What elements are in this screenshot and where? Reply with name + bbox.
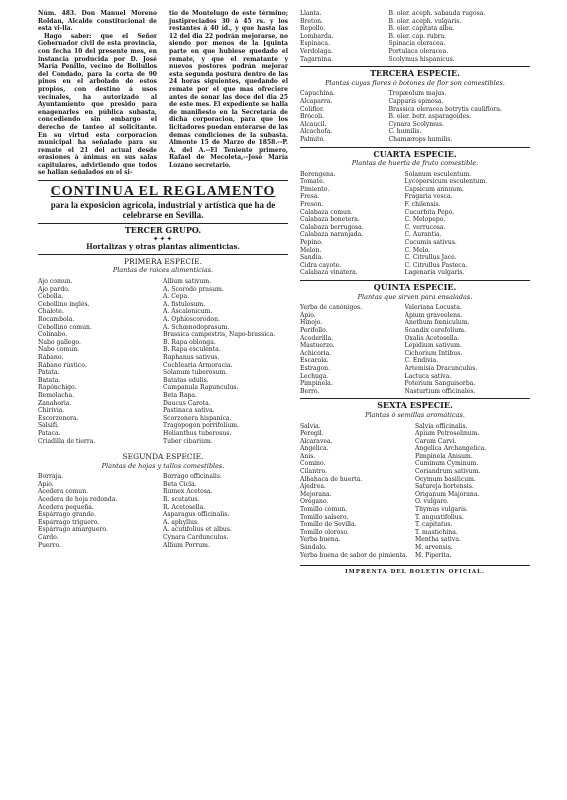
list-item: A. Ophioscorodon. (163, 316, 220, 323)
primera-list (38, 278, 288, 445)
list-item: Espárrago grande. (38, 511, 96, 519)
list-item: Apio. (300, 311, 316, 319)
list-item: B. oler. aceph. sabauda rugosa. (388, 10, 486, 17)
list-item: Rocambola. (38, 316, 75, 323)
quinta-list (300, 304, 530, 395)
list-item: Lepidium sativum. (404, 342, 462, 350)
list-item: M. arvensis. (415, 544, 453, 551)
list-item: Estragon. (300, 364, 331, 372)
list-item: Cebollino comun. (38, 323, 92, 331)
list-item: Fresa. (300, 193, 320, 201)
list-item: Tomate. (300, 178, 325, 186)
quinta-left-column (300, 304, 405, 395)
list-item: Satureja hortensis. (415, 483, 474, 491)
list-item: Cidra cayote. (300, 261, 342, 269)
list-item: Yerba buena. (300, 536, 341, 544)
sexta-left-column (300, 423, 415, 560)
list-item: Tragopogon porrifolium. (163, 422, 239, 430)
list-item: Anethum fœniculum. (404, 319, 470, 327)
list-item: Acedera comun. (38, 488, 89, 496)
list-item: B. Rapa oblonga. (163, 338, 216, 346)
list-item: Lycopersicum esculentum. (404, 178, 488, 186)
list-item: Allium Porrum. (163, 541, 210, 549)
segunda-caption: Plantas de hojas y tallos comestibles. (101, 461, 225, 470)
list-item: Beta Cicla. (163, 480, 197, 488)
segunda-continued-list (300, 10, 530, 63)
list-item: Campanula Rapunculus. (163, 384, 239, 392)
cuarta-right-column (405, 171, 530, 277)
list-item: Apio. (38, 480, 54, 488)
list-item: Cucumis sativus. (404, 239, 457, 247)
list-item: Sandía. (300, 254, 324, 262)
list-item: Raphanus sativus. (163, 353, 220, 361)
segunda-right-column (163, 473, 288, 549)
list-item: Cebolla. (38, 293, 64, 301)
list-item: C. Citrullus Pasteca. (404, 261, 468, 269)
list-item: Hinojo. (300, 319, 323, 327)
list-item: Artemisia Dracunculus. (404, 364, 478, 372)
list-item: Mentha sativa. (415, 536, 461, 544)
list-item: Zanahoria. (38, 399, 72, 407)
announcement-block (38, 10, 288, 177)
list-item: Tomillo comun. (300, 506, 348, 514)
list-item: Brócoli. (300, 113, 324, 121)
list-item: Remolacha. (38, 391, 75, 399)
cuarta-heading: CUARTA ESPECIE. (373, 148, 457, 159)
list-item: Alcaravea. (300, 437, 333, 445)
segunda_cont-right-column (388, 10, 530, 63)
list-item: Apium Petroselinum. (415, 430, 480, 438)
list-item: Cynara Scolymus. (388, 120, 445, 128)
sexta-list (300, 423, 530, 560)
list-item: Ajo comun. (38, 278, 73, 286)
list-item: Rapónchigo. (38, 384, 77, 392)
list-item: C. humilis. (388, 128, 422, 136)
list-item: Tropæolum majus. (388, 90, 447, 98)
list-item: Lagenaria vulgaris. (404, 269, 465, 277)
page-title: CONTINUA EL REGLAMENTO (50, 184, 276, 200)
list-item: Comino. (300, 460, 326, 468)
list-item: C. verrucosa. (404, 223, 446, 231)
list-item: Capuchina. (300, 90, 335, 98)
list-item: A. Cepa. (163, 293, 190, 301)
list-item: Calabaza berrugosa. (300, 223, 364, 231)
list-item: Alcaucil. (300, 120, 327, 128)
list-item: Verdolaga. (300, 47, 333, 55)
list-item: Poterium Sanguisorba. (404, 380, 476, 388)
list-item: Repollo. (300, 25, 326, 33)
list-item: Espárrago amarguero. (38, 526, 108, 534)
list-item: Escorzonera. (38, 414, 79, 422)
divider (300, 66, 530, 67)
list-item: Calabaza naranjada. (300, 231, 364, 239)
divider (38, 254, 288, 255)
tercera-heading: TERCERA ESPECIE. (370, 68, 460, 79)
list-item: Salvia officinalis. (415, 422, 468, 430)
list-item: F. chilensis. (404, 201, 441, 209)
list-item: Spinacia oleracea. (388, 40, 446, 48)
list-item: Melon. (300, 246, 322, 254)
divider (38, 223, 288, 224)
list-item: B. oler. capitata alba. (388, 25, 455, 33)
tercera-list (300, 90, 530, 143)
list-item: Tomillo oloroso. (300, 528, 349, 536)
list-item: Capsicum annuum. (404, 185, 464, 193)
list-item: Cochlearia Armoracia. (163, 361, 233, 369)
list-item: Cynara Cardunculus. (163, 534, 229, 542)
list-item: Rumex Acetosa. (163, 488, 213, 496)
list-item: A. fistulosum. (163, 300, 206, 308)
list-item: Angélica. (300, 445, 329, 453)
list-item: Cichorium Intibus. (404, 349, 463, 357)
list-item: Berro. (300, 387, 320, 395)
list-item: Espárrago triguero. (38, 518, 100, 526)
list-item: Criadilla de tierra. (38, 437, 96, 445)
sexta-right-column (415, 423, 530, 560)
list-item: Pimpinela Anisum. (415, 452, 473, 460)
segunda_cont-left-column (300, 10, 388, 63)
list-item: O. vulgare. (415, 498, 449, 506)
list-item: Acederilla. (300, 334, 334, 342)
list-item: B. Rapa esculenta. (163, 346, 221, 354)
cuarta-left-column (300, 171, 405, 277)
list-item: A. Scorodo prasum. (163, 285, 224, 293)
list-item: Nabo comun. (38, 346, 80, 354)
list-item: Valeriana Locusta. (404, 304, 462, 312)
list-item: Salvia. (300, 422, 321, 430)
primera-left-column (38, 278, 163, 445)
segunda-list (38, 473, 288, 549)
list-item: Achicoria. (300, 349, 332, 357)
list-item: C. Endivia. (404, 357, 439, 365)
ornament-icon: ✦✦✦ (152, 234, 174, 243)
list-item: Borraja. (38, 473, 64, 481)
primera-heading: PRIMERA ESPECIE. (124, 256, 202, 266)
segunda-left-column (38, 473, 163, 549)
list-item: Helianthus tuberosus. (163, 429, 232, 437)
list-item: Rábano. (38, 353, 64, 361)
list-item: T. capitatus. (415, 521, 453, 529)
list-item: Lechuga. (300, 372, 329, 380)
list-item: Albahaca de huerta. (300, 475, 363, 483)
list-item: Peregil. (300, 430, 324, 438)
list-item: Apium graveolens. (404, 311, 463, 319)
divider (300, 280, 530, 281)
list-item: Scolymus hispanicus. (388, 55, 455, 63)
list-item: Llanta. (300, 10, 322, 17)
divider (300, 565, 530, 566)
list-item: Chamærops humilis. (388, 135, 453, 143)
page-subtitle: para la exposicion agrícola, industrial y artística que ha de celebrarse en Sevilla. (50, 200, 276, 221)
list-item: Oxalis Acetosella. (404, 334, 460, 342)
list-item: Mejorana. (300, 490, 332, 498)
primera-caption: Plantas de raices alimenticias. (112, 266, 214, 275)
list-item: Pimiento. (300, 185, 330, 193)
announcement-header: Núm. 483. Don Manuel Moreno Roldan, Alcalde constitucional de esta vi-lla. (38, 10, 157, 33)
list-item: Colinabo. (38, 331, 68, 339)
list-item: Cardo. (38, 534, 59, 542)
left-column (38, 10, 288, 549)
list-item: Alcachofa. (300, 128, 333, 136)
list-item: B. oler. cap. rubra. (388, 32, 447, 40)
group-title: TERCER GRUPO. (124, 225, 202, 236)
list-item: Scandix cerefolium. (404, 326, 466, 334)
list-item: Nabo gallego. (38, 338, 81, 346)
list-item: Solanum esculentum. (404, 170, 472, 178)
imprenta-footer: IMPRENTA DEL BOLETIN OFICIAL. (345, 569, 485, 576)
list-item: Portulaca oleracea. (388, 47, 449, 55)
divider (300, 147, 530, 148)
right-column (300, 10, 530, 577)
list-item: Batata. (38, 376, 61, 384)
list-item: T. angustifolius. (415, 513, 464, 521)
announcement-body-1: Hago saber: que el Señor Gobernador civil de esta provincia, con fecha 10 del presente mes, en instancia producida por D. José María Penillo, vecino de Bollullos del Condado, para la corta de 90 pinos en el arbolado de estos propios, con destino á usos vecinales, ha autorizado al Ayuntamiento que presido para enagenarles en pública subasta, concediendo sin embargo el derecho de tanteo al solicitante. En su virtud esta corporacion municipal ha señalado para su remate el 21 del actual desde orasiones á ánimas en sus salas capitulares, advirtiendo que todos se hallan señalados en el si- (38, 32, 157, 177)
quinta-right-column (405, 304, 530, 395)
list-item: A. Schœnodoprasum. (163, 323, 230, 331)
list-item: Berengena. (300, 170, 336, 178)
list-item: R. Acetosella. (163, 503, 206, 511)
tercera-left-column (300, 90, 388, 143)
list-item: Escarola. (300, 357, 329, 365)
list-item: Rábano rústico. (38, 361, 87, 369)
list-item: Acedera pequeña. (38, 503, 94, 511)
list-item: T. mastichina. (415, 528, 458, 536)
list-item: Pepino. (300, 239, 323, 247)
list-item: Cuminum Cyminum. (415, 460, 479, 468)
list-item: Alcaparra. (300, 97, 333, 105)
list-item: Carum Carvi. (415, 437, 457, 445)
list-item: Cebollino inglés. (38, 300, 90, 308)
list-item: Coriandrum sativum. (415, 468, 481, 476)
list-item: Mastuerzo. (300, 342, 335, 350)
list-item: Ajo pardo. (38, 285, 70, 293)
list-item: C. Melo. (404, 246, 431, 254)
list-item: Tomillo salsero. (300, 513, 349, 521)
list-item: Capparis spinosa. (388, 97, 444, 105)
list-item: A. Ascalonicum. (163, 308, 213, 316)
list-item: C. Aurantia. (404, 231, 442, 239)
cuarta-list (300, 171, 530, 277)
list-item: B. oler. aceph. vulgaris. (388, 17, 462, 25)
list-item: Allium sativum. (163, 278, 212, 286)
tercera-right-column (388, 90, 530, 143)
quinta-caption: Plantas que sirven para ensaladas. (357, 292, 473, 301)
list-item: Nasturtium officinales. (404, 387, 476, 395)
list-item: Perifollo. (300, 326, 328, 334)
tercera-caption: Plantas cuyas flores ó botones de flor son comestibles. (325, 78, 505, 87)
list-item: Calabaza bonetera. (300, 216, 360, 224)
list-item: Pataca. (38, 429, 61, 437)
sexta-caption: Plantas ó semillas aromáticas. (365, 410, 465, 419)
list-item: Ajedrea. (300, 483, 326, 491)
list-item: Lactuca sativa. (404, 372, 452, 380)
list-item: Lombarda. (300, 32, 334, 40)
list-item: Coliflor. (300, 105, 325, 113)
list-item: Fragaria vesca. (404, 193, 453, 201)
divider (38, 180, 288, 181)
list-item: Daucus Carota. (163, 399, 211, 407)
list-item: Chirivia. (38, 407, 65, 415)
list-item: Pimpinela. (300, 380, 333, 388)
list-item: Salsifí. (38, 422, 59, 430)
list-item: Anis. (300, 452, 316, 460)
list-item: Angelica Archangelica. (415, 445, 487, 453)
list-item: Solanum tuberosum. (163, 369, 228, 377)
list-item: Origanum Majorana. (415, 490, 480, 498)
list-item: Scorzonera hispanica. (163, 414, 232, 422)
list-item: Ocymum basilicum. (415, 475, 476, 483)
list-item: Asparagus officinalis. (163, 511, 230, 519)
list-item: Cucurbita Pepo. (404, 208, 455, 216)
list-item: Freson. (300, 201, 324, 209)
list-item: Yerba buena de sabor de pimienta. (300, 551, 408, 559)
list-item: B. oler. botr. asparagoides. (388, 113, 472, 121)
list-item: Puerro. (38, 541, 61, 549)
list-item: Yerba de canónigos. (300, 304, 363, 312)
list-item: Borrago officinalis. (163, 473, 222, 481)
list-item: Calabaza vinatera. (300, 269, 358, 277)
list-item: Pastinaca sativa. (163, 407, 215, 415)
list-item: A. acutifolius et albus. (163, 526, 232, 534)
list-item: Patata. (38, 369, 60, 377)
list-item: Brassica oleracea botrytis cauliflora. (388, 105, 502, 113)
list-item: C. Citrullus Jace. (404, 254, 457, 262)
list-item: Cilantro. (300, 468, 327, 476)
list-item: Beta Rapa. (163, 391, 197, 399)
list-item: Orégano. (300, 498, 329, 506)
quinta-heading: QUINTA ESPECIE. (373, 282, 457, 292)
list-item: R. scutatus. (163, 496, 200, 504)
list-item: Breton. (300, 17, 323, 25)
list-item: A. aphyllus. (163, 518, 200, 526)
list-item: Brassica campestris, Napo-brassica. (163, 331, 276, 339)
list-item: Acedera de hoja redonda. (38, 496, 118, 504)
list-item: Palmito. (300, 135, 326, 143)
divider (300, 398, 530, 399)
list-item: Thymus vulgaris. (415, 506, 468, 514)
announcement-body-2: tio de Montelugo de este término; justipreciados 30 á 45 rs. y los restantes á 40 íd., y que hasta las 12 del dia 22 podrán mejorarse, no siendo por menos de la [quinta parte en que hubiese quedado el remate, y que el rematante y nuevos postores podrán mejorar esta segunda postura dentro de las 24 horas siguientes, quedando el remate por el que mas ofreciere antes de sonar las doce del dia 25 de este mes. El expediente se halla de manifiesto en la Secretaría de dicha corporacion, para que los licitadores puedan enterarse de las demas condiciones de la subasta. Almonte 15 de Marzo de 1858.--P. A. del A.--El Teniente primero, Rafael de Mecoleta,--José María Lozano secretario. (169, 10, 288, 169)
segunda-heading: SEGUNDA ESPECIE. (122, 452, 204, 462)
group-subtitle: Hortalizas y otras plantas alimenticias. (86, 242, 240, 252)
list-item: C. Melopepo. (404, 216, 446, 224)
list-item: Tagarnina. (300, 55, 334, 63)
list-item: M. Piperita. (415, 551, 452, 559)
list-item: Chalote. (38, 308, 64, 316)
cuarta-caption: Plantas de huerta de fruto comestible. (351, 159, 479, 168)
list-item: Tuber cibarium. (163, 437, 213, 445)
list-item: Espinaca. (300, 40, 330, 48)
list-item: Calabaza comun. (300, 208, 353, 216)
primera-right-column (163, 278, 288, 445)
list-item: Batatas edulis. (163, 376, 209, 384)
sexta-heading: SEXTA ESPECIE. (377, 400, 453, 411)
list-item: Tomillo de Sevilla. (300, 521, 357, 529)
list-item: Sándalo. (300, 544, 327, 551)
